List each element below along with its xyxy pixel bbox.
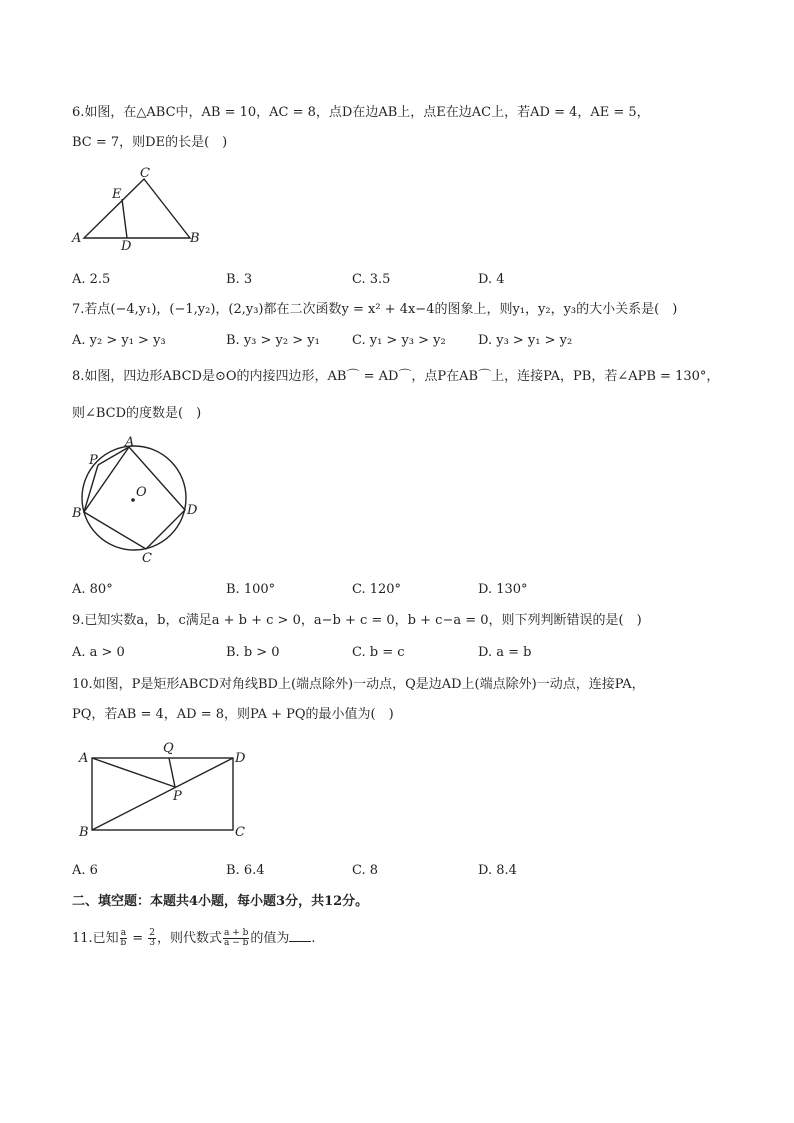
q7-stem: 7.若点(−4,y₁)，(−1,y₂)，(2,y₃)都在二次函数y = x² + 4x−4的图象上，则y₁，y₂，y₃的大小关系是( ) <box>72 302 678 317</box>
q11-prefix: 11.已知 <box>72 931 119 946</box>
q8-label-a: A <box>125 435 135 450</box>
q11-fraction-2-over-3: $\frac{2}{3}$ <box>149 928 155 948</box>
q6-stem-line2: BC = 7，则DE的长是( ) <box>72 135 228 150</box>
q10-option-b[interactable]: B. 6.4 <box>226 863 265 878</box>
q8-label-d: D <box>187 503 198 518</box>
q10-label-b: B <box>79 825 89 840</box>
q6-option-c[interactable]: C. 3.5 <box>352 272 391 287</box>
q10-segment-pa <box>92 758 175 787</box>
q11-middle-text: ，则代数式 <box>156 931 222 946</box>
q10-label-q: Q <box>163 741 174 756</box>
q10-segment-pq <box>169 758 175 787</box>
q6-option-d[interactable]: D. 4 <box>478 272 505 287</box>
q10-label-p: P <box>173 789 182 804</box>
q6-option-b[interactable]: B. 3 <box>226 272 253 287</box>
q11-stem <box>72 926 316 952</box>
q6-option-a[interactable]: A. 2.5 <box>72 272 111 287</box>
q6-stem-line1: 6.如图，在△ABC中，AB = 10，AC = 8，点D在边AB上，点E在边AC上，若AD = 4，AE = 5， <box>72 105 650 120</box>
q9-option-c[interactable]: C. b = c <box>352 645 405 660</box>
q9-option-a[interactable]: A. a > 0 <box>72 645 125 660</box>
q8-label-o: O <box>136 485 147 500</box>
q6-label-c: C <box>140 166 150 181</box>
q10-options <box>72 862 772 880</box>
q9-option-b[interactable]: B. b > 0 <box>226 645 280 660</box>
q8-option-b[interactable]: B. 100° <box>226 582 276 597</box>
q11-fraction-expression: $\frac{a + b}{a - b}$ <box>223 928 249 948</box>
q10-option-a[interactable]: A. 6 <box>72 863 98 878</box>
q7-option-c[interactable]: C. y₁ > y₃ > y₂ <box>352 333 446 348</box>
q7-option-d[interactable]: D. y₃ > y₁ > y₂ <box>478 333 573 348</box>
q11-end: . <box>311 931 316 946</box>
q9-option-d[interactable]: D. a = b <box>478 645 532 660</box>
q10-diagonal-bd <box>92 758 233 830</box>
q6-label-d: D <box>121 239 132 254</box>
q8-stem-line1: 8.如图，四边形ABCD是⊙O的内接四边形，AB⌒ = AD⌒，点P在AB⌒上，连接PA，PB，若∠APB = 130°， <box>72 369 720 384</box>
q8-label-p: P <box>89 453 98 468</box>
q11-answer-blank[interactable] <box>289 929 311 942</box>
q6-label-a: A <box>72 231 82 246</box>
q8-label-c: C <box>142 551 152 566</box>
q6-label-e: E <box>112 187 122 202</box>
q10-label-d: D <box>235 751 246 766</box>
q10-label-c: C <box>235 825 245 840</box>
q9-stem: 9.已知实数a，b，c满足a + b + c > 0，a−b + c = 0，b + c−a = 0，则下列判断错误的是( ) <box>72 613 642 628</box>
q7-option-b[interactable]: B. y₃ > y₂ > y₁ <box>226 333 320 348</box>
q8-label-b: B <box>72 506 82 521</box>
q8-stem-line2: 则∠BCD的度数是( ) <box>72 406 202 421</box>
q11-equals: = <box>128 931 148 946</box>
q10-stem-line2: PQ，若AB = 4，AD = 8，则PA + PQ的最小值为( ) <box>72 707 394 722</box>
q8-option-a[interactable]: A. 80° <box>72 582 113 597</box>
q10-stem-line1: 10.如图，P是矩形ABCD对角线BD上(端点除外)一动点，Q是边AD上(端点除外)一动点，连接PA， <box>72 677 645 692</box>
q11-fraction-a-over-b: $\frac{a}{b}$ <box>120 928 127 948</box>
q10-option-d[interactable]: D. 8.4 <box>478 863 517 878</box>
q10-option-c[interactable]: C. 8 <box>352 863 379 878</box>
section2-heading: 二、填空题：本题共4小题，每小题3分，共12分。 <box>72 894 369 909</box>
q6-label-b: B <box>190 231 200 246</box>
q8-option-c[interactable]: C. 120° <box>352 582 402 597</box>
q10-label-a: A <box>79 751 89 766</box>
q11-suffix: 的值为 <box>250 931 290 946</box>
q7-option-a[interactable]: A. y₂ > y₁ > y₃ <box>72 333 166 348</box>
q8-option-d[interactable]: D. 130° <box>478 582 528 597</box>
